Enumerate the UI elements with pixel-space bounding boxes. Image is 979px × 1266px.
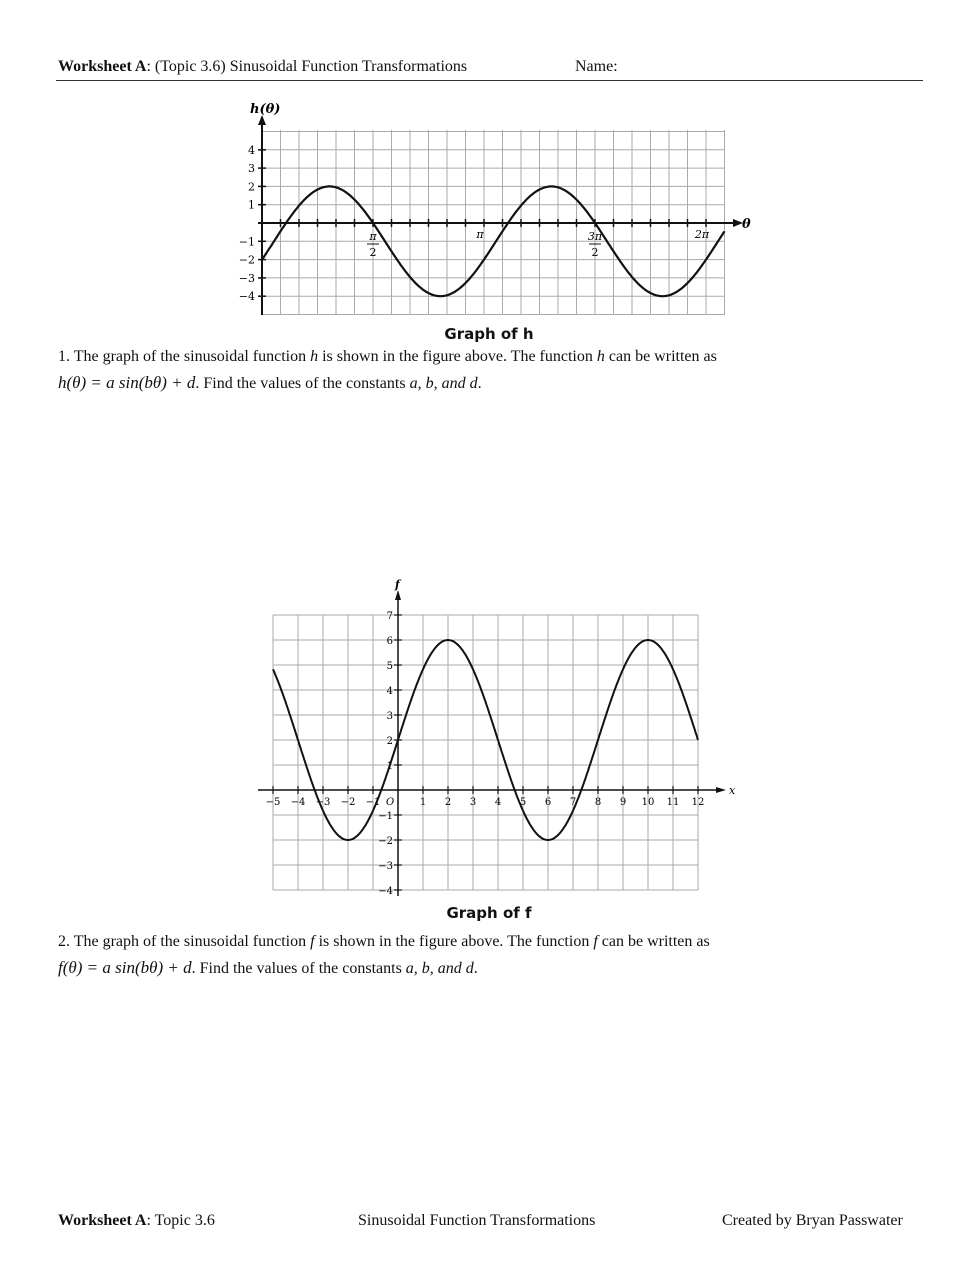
x-axis-arrow — [716, 787, 726, 793]
x-axis-label: θ — [742, 217, 751, 232]
footer-right: Created by Bryan Passwater — [722, 1212, 903, 1229]
y-tick-label: 3 — [386, 711, 393, 722]
y-tick-label: −1 — [378, 811, 393, 822]
y-tick-label: 7 — [386, 611, 393, 622]
y-axis-arrow — [395, 590, 401, 600]
x-tick-label: 8 — [594, 797, 602, 808]
x-tick-label: −2 — [340, 797, 356, 808]
x-tick-label: 2 — [591, 246, 599, 259]
x-tick-label: 5 — [519, 797, 527, 808]
y-tick-label: 2 — [386, 736, 393, 747]
x-axis-label: x — [729, 784, 736, 797]
x-tick-label: −5 — [265, 797, 281, 808]
x-tick-label: −3 — [315, 797, 331, 808]
y-tick-label: −3 — [238, 271, 255, 285]
x-tick-label: 2 — [369, 246, 377, 259]
x-tick-label: −1 — [365, 797, 381, 808]
origin-label: O — [386, 797, 395, 808]
header-title-bold: Worksheet A — [58, 58, 147, 75]
y-axis-label: h(θ) — [250, 102, 281, 117]
x-tick-label: π — [369, 230, 377, 243]
x-tick-label: 2π — [694, 228, 710, 241]
y-tick-label: 1 — [248, 198, 255, 212]
y-tick-label: 4 — [386, 686, 393, 697]
y-tick-label: −4 — [238, 290, 255, 304]
y-tick-label: −2 — [238, 253, 255, 267]
name-label: Name: — [575, 58, 618, 75]
graph-f-caption: Graph of f — [446, 904, 532, 922]
question-2: 2. The graph of the sinusoidal function f is shown in the figure above. The function f can be written as f(θ) = a sin(bθ) + d. Find the values of the constants a, b, and d. — [58, 933, 710, 977]
question-1-formula: h(θ) = a sin(bθ) + d — [58, 373, 196, 392]
y-tick-label: 6 — [386, 636, 393, 647]
header-rule — [56, 80, 923, 81]
x-tick-label: 2 — [444, 797, 452, 808]
y-tick-label: 5 — [386, 661, 393, 672]
x-tick-label: 1 — [419, 797, 427, 808]
footer-left: Worksheet A: Topic 3.6 — [58, 1212, 215, 1229]
x-tick-label: π — [476, 228, 484, 241]
x-tick-label: 4 — [494, 797, 502, 808]
y-tick-label: −1 — [238, 235, 255, 249]
y-tick-label: 1 — [386, 761, 393, 772]
y-tick-label: −2 — [378, 836, 393, 847]
page-header — [58, 58, 922, 76]
question-1: 1. The graph of the sinusoidal function h is shown in the figure above. The function h can be written as h(θ) = a sin(bθ) + d. Find the values of the constants a, b, and d. — [58, 348, 717, 392]
y-axis-label: f — [395, 578, 400, 591]
header-title: : (Topic 3.6) Sinusoidal Function Transformations — [146, 58, 468, 75]
x-tick-label: 11 — [666, 797, 680, 808]
question-2-formula: f(θ) = a sin(bθ) + d — [58, 958, 192, 977]
x-tick-label: 10 — [641, 797, 655, 808]
y-tick-label: 4 — [248, 143, 255, 157]
footer-center: Sinusoidal Function Transformations — [358, 1212, 596, 1229]
graph-f — [250, 575, 740, 900]
x-tick-label: 9 — [619, 797, 627, 808]
y-tick-label: −4 — [378, 886, 393, 897]
y-tick-label: 2 — [248, 180, 255, 194]
x-tick-label: 6 — [544, 797, 552, 808]
x-tick-label: 3 — [469, 797, 477, 808]
x-tick-label: 3π — [587, 230, 603, 243]
y-tick-label: −3 — [378, 861, 393, 872]
graph-h-caption: Graph of h — [444, 325, 534, 343]
x-tick-label: 7 — [569, 797, 577, 808]
graph-h — [225, 95, 765, 330]
x-tick-label: −4 — [290, 797, 306, 808]
y-tick-label: 3 — [248, 162, 255, 176]
x-tick-label: 12 — [691, 797, 705, 808]
